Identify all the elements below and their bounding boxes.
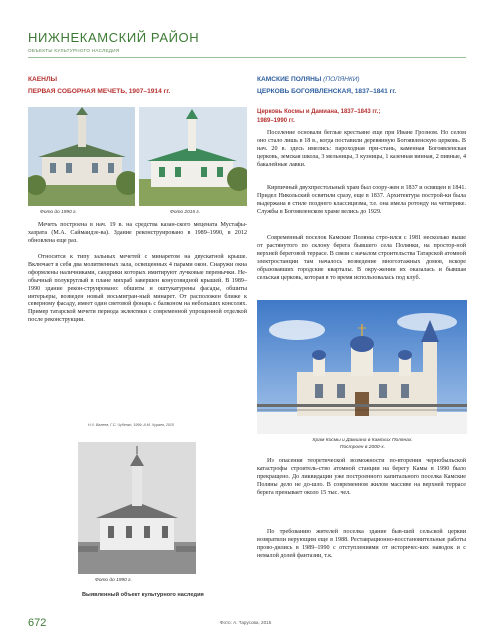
page-number: 672 bbox=[28, 617, 47, 629]
mosque-photo-new-caption: Фото 2015 г. bbox=[170, 210, 201, 215]
left-paragraph-2: Относится к типу зальных мечетей с минаретом на двускатной крыше. Включает в себя два молитвенных зала, освещенных 4 парами окон. Снаружи окна оформлены наличниками, сандрики которых имитируют лучковые перемычки. Не-обычный полукруглый в плане михраб завершен конусовидной крышей. В 1989–1990 здание рекон-струировано: обшиты и оштукатурены фасады, обшиты интерьеры, возведен новый восьмигран-ный минарет. От расположен ближе к северному фасаду, имеет один световой фонарь с балконом на небольших консолях. Пример татарской мечети периода эклектики с современной упрощенной отделкой после реконструкции. bbox=[28, 254, 247, 324]
left-paragraph-1: Мечеть построена в нач. 19 в. на средства казан-ского мецената Мустафы-хазрата (М.А. Саймаидзе-ва). Здание реконструировано в 1989–1990, в 2012 обновлена еще раз. bbox=[28, 222, 247, 244]
right-subhead-line-1: Церковь Космы и Дамиана, 1837–1843 гг.; bbox=[257, 109, 381, 115]
lost-mosque-photo-caption: Фото до 1990 г. bbox=[95, 578, 132, 583]
right-paragraph-2: Кирпичный двухпрестольный храм был соору-жен в 1837 и освящен в 1841. Придел Никольский освятили сразу, еще в 1837. Архитектура построй-ки была выдержана в стиле позднего классицизма, т.е. она имела ротонду на четверике. Службы в Богоявленском храме велись до 1929. bbox=[257, 185, 466, 215]
left-credit: Н.Х. Валеев, Г.С. Чубенко, 1999; А.М. Чураев, 2015 bbox=[88, 423, 174, 427]
right-subhead-line-2: 1989–1990 гг. bbox=[257, 118, 295, 124]
header-divider bbox=[28, 57, 466, 58]
lost-mosque-photo bbox=[78, 442, 196, 574]
mosque-photo-new bbox=[139, 107, 247, 206]
church-photo bbox=[257, 300, 467, 434]
church-caption-line-1: Храм Космы и Дамиана в Камских Полянах. bbox=[312, 438, 413, 443]
right-location-label bbox=[257, 76, 360, 83]
left-article-title: ПЕРВАЯ СОБОРНАЯ МЕЧЕТЬ, 1907–1914 гг. bbox=[28, 88, 171, 95]
right-paragraph-4: Из опасения теоретической возможности по-вторения чернобыльской катастрофы строитель-ство атомной станции на берегу Камы в 1990 было прекращено. До ликвидации уже построенного капитального поселка Камские Поляны дело не до-шло. В современном жилом массиве на верхней террасе берега пренывает около 15 тыс. чел. bbox=[257, 458, 466, 496]
church-caption-line-2: Построен в 2000-х. bbox=[339, 445, 386, 450]
page-section-title: НИЖНЕКАМСКИЙ РАЙОН bbox=[28, 30, 200, 45]
right-paragraph-1: Поселение основали беглые крестьяне еще при Иване Грозном. Но селом оно стало лишь в 18 в., когда поставили деревянную Богоявленскую церковь. В нач. 20 в. здесь имелись: пароходная при-стань, каменная Богоявленская церковь, земская школа, 3 мельницы, 3 кузницы, 1 казенная винная, 2 пивные, 4 бакалейные лавки. bbox=[257, 130, 466, 168]
footer-photo-credit: Фото: А. Тарусова, 2015 bbox=[220, 620, 272, 625]
left-location-label: КАЕНЛЫ bbox=[28, 76, 58, 83]
right-paragraph-3: Современный поселок Камские Поляны стро-ился с 1981 несколько выше от растянутого по склону берега бывшего села Полянки, на простор-ной верхней береговой террасе. В связи с началом строительства Татарской атомной электростанции там началось возведение многоэтажных домов, вскоре образовавших городские кварталы. В окру-жении их оказалась и бывшая сельская церковь, которая в то время использовалась под клуб. bbox=[257, 235, 466, 281]
lost-object-label: Выявленный объект культурного наследия bbox=[82, 592, 204, 598]
church-photo-caption bbox=[300, 437, 425, 451]
right-location-name: КАМСКИЕ ПОЛЯНЫ bbox=[257, 76, 322, 83]
right-paragraph-5: По требованию жителей поселка здание быв-шей сельской церкви возвратили верующим еще в 1988. Реставрационно-восстановительные работы прово-дились в 1989–1990 с отступлениями от историчес-ких наводок и с немалой долей фантазии, т.к. bbox=[257, 529, 466, 559]
mosque-photo-old-caption: Фото до 1990 г. bbox=[40, 210, 77, 215]
page-section-subtitle: ОБЪЕКТЫ КУЛЬТУРНОГО НАСЛЕДИЯ bbox=[28, 48, 120, 53]
right-location-alt: (ПОЛЯНКИ) bbox=[323, 76, 360, 83]
right-article-title: ЦЕРКОВЬ БОГОЯВЛЕНСКАЯ, 1837–1841 гг. bbox=[257, 88, 397, 95]
mosque-photo-old bbox=[28, 107, 135, 206]
